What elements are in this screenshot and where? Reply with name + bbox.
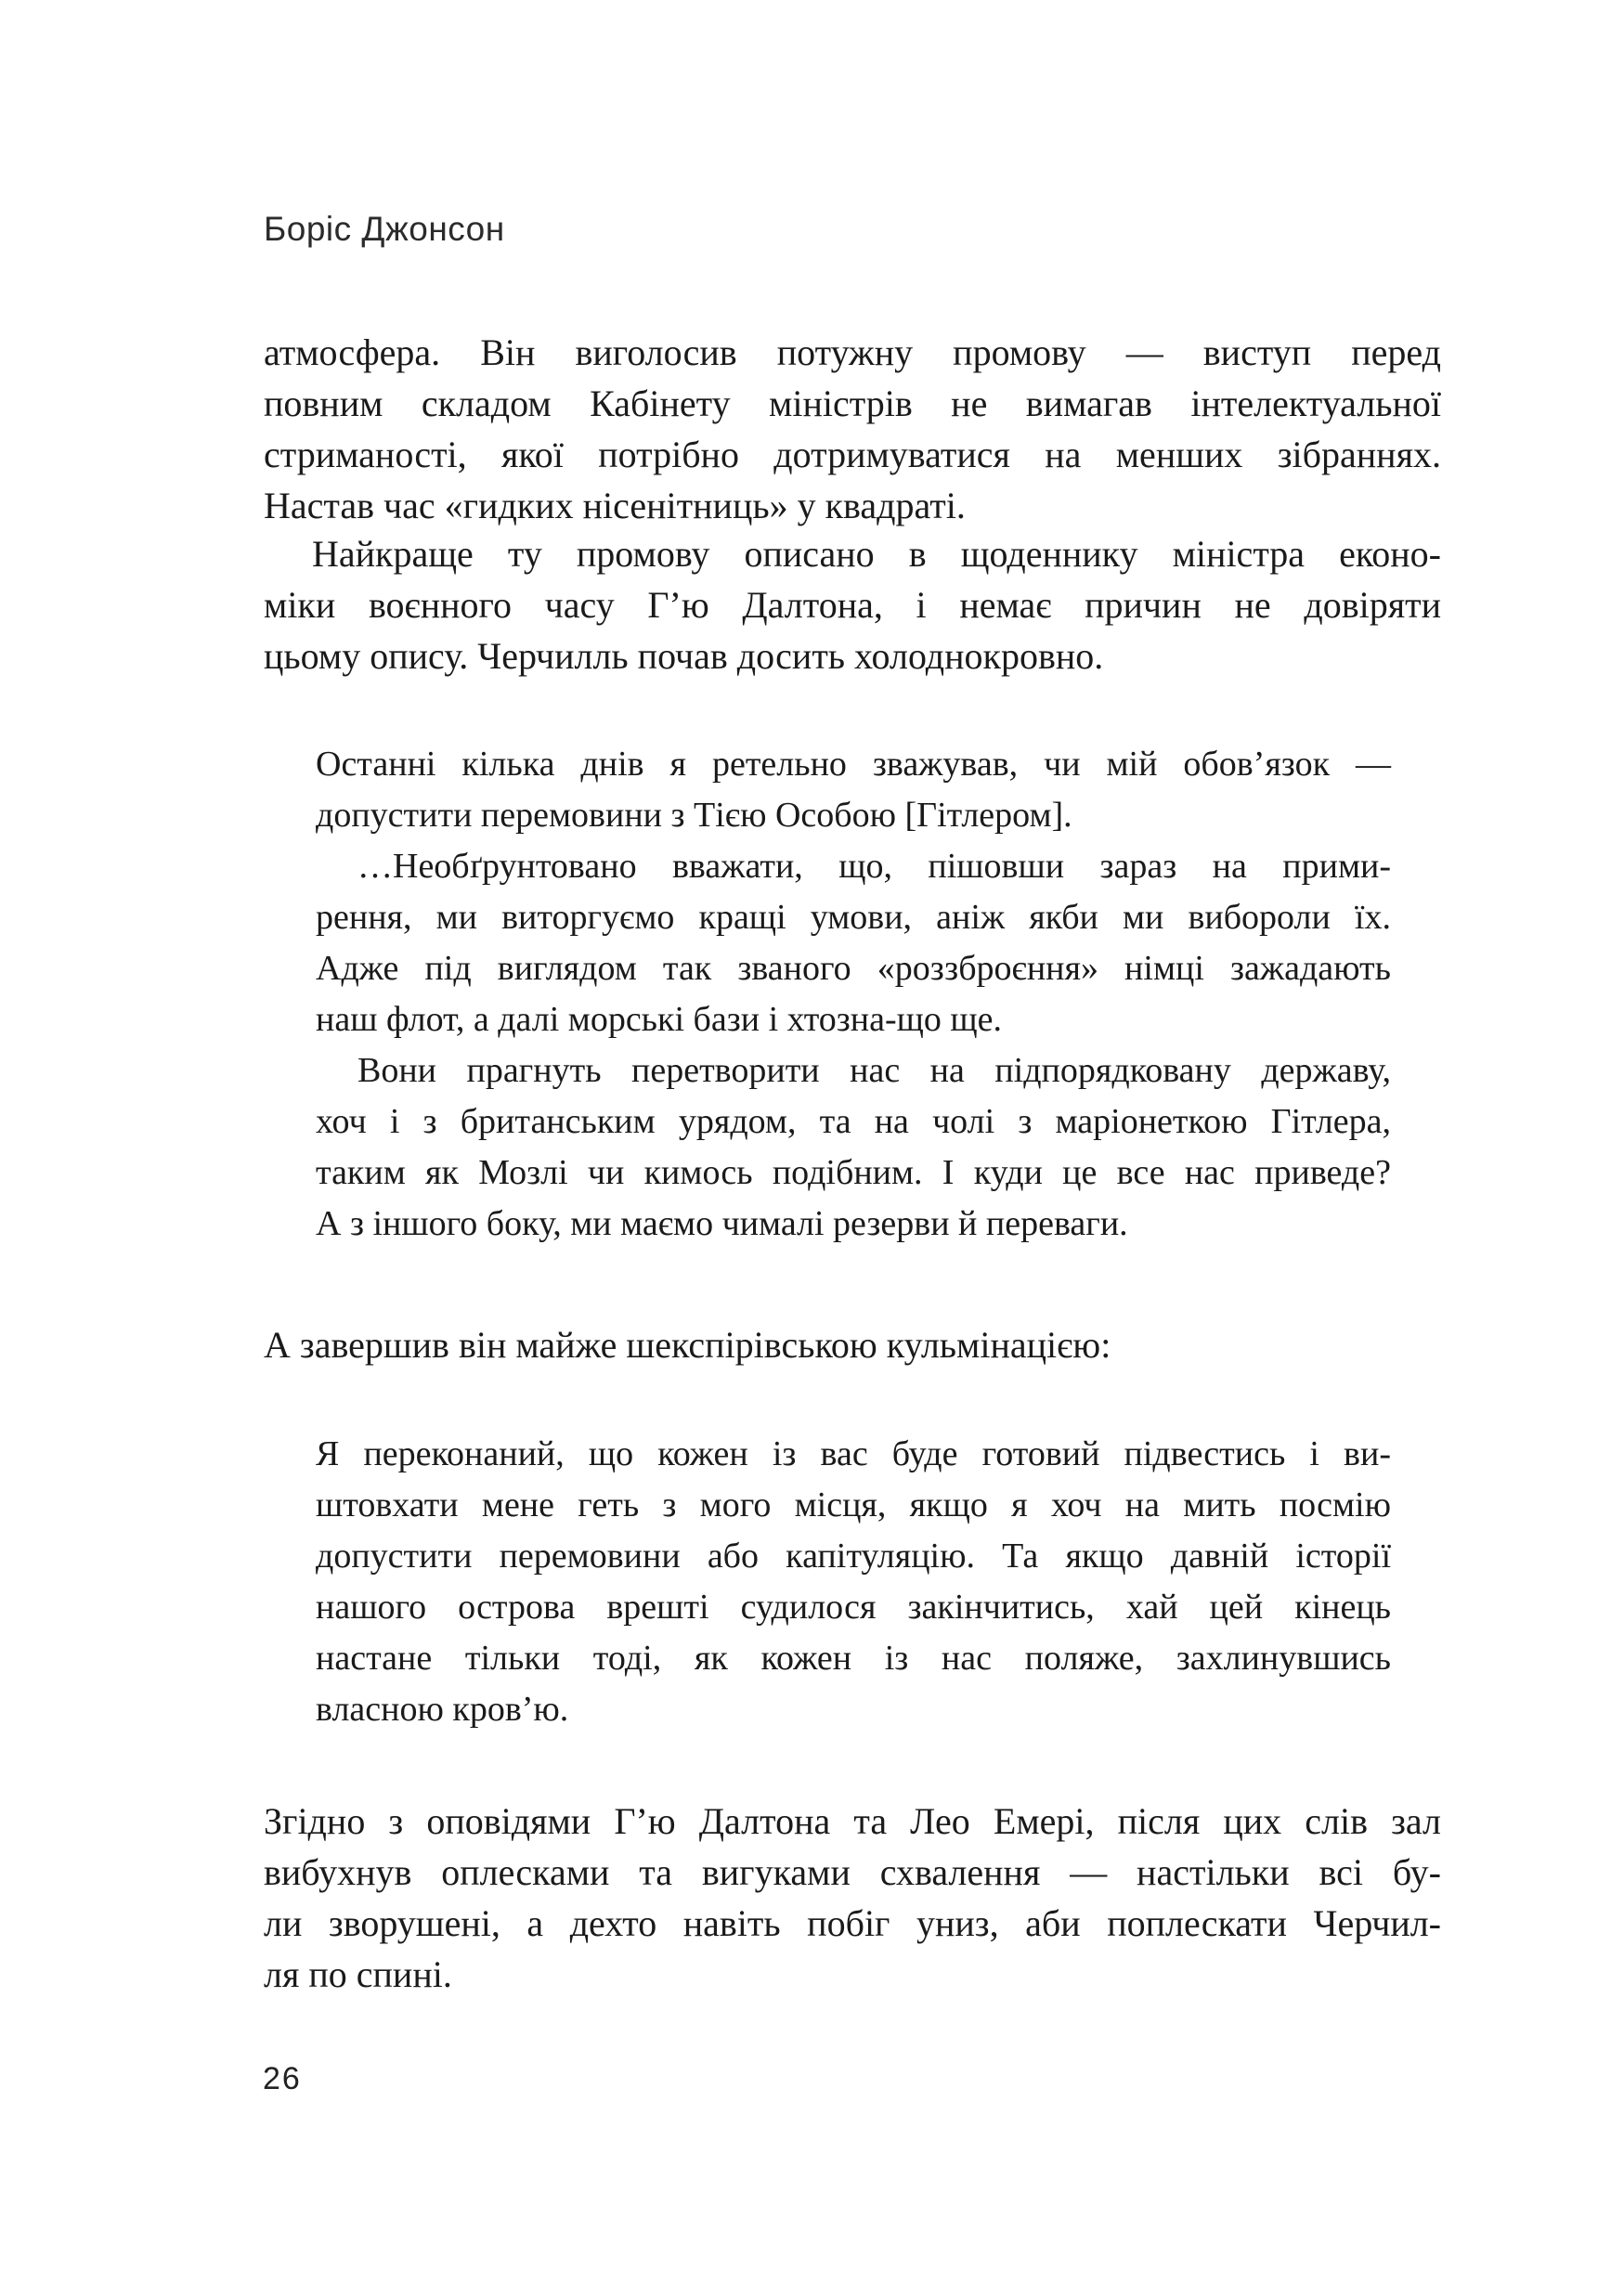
block-quote bbox=[316, 1429, 1391, 1735]
text-line: стриманості, якої потрібно дотримуватися на менших зібраннях. bbox=[264, 434, 1441, 475]
text-line: Останні кілька днів я ретельно зважував, чи мій обов’язок — bbox=[316, 745, 1391, 784]
text-line: ля по спині. bbox=[264, 1953, 452, 1995]
text-line: допустити перемовини з Тією Особою [Гітлером]. bbox=[316, 796, 1072, 835]
text-line: ли зворушені, а дехто навіть побіг униз, аби поплескати Черчил- bbox=[264, 1902, 1441, 1944]
text-line: …Необґрунтовано вважати, що, пішовши зараз на прими- bbox=[357, 847, 1391, 886]
paragraph bbox=[264, 528, 1441, 681]
text-line: власною кров’ю. bbox=[316, 1690, 569, 1729]
block-quote bbox=[316, 739, 1391, 1250]
text-line: допустити перемовини або капітуляцію. Та якщо давній історії bbox=[316, 1537, 1391, 1576]
text-line: нашого острова врешті судилося закінчитись, хай цей кінець bbox=[316, 1588, 1391, 1627]
text-line: Найкраще ту промову описано в щоденнику міністра еконо- bbox=[312, 533, 1441, 575]
page-number: 26 bbox=[263, 2061, 302, 2096]
text-line: повним складом Кабінету міністрів не вимагав інтелектуальної bbox=[264, 383, 1441, 424]
text-line: рення, ми виторгуємо кращі умови, аніж якби ми вибороли їх. bbox=[316, 898, 1391, 937]
text-line: Настав час «гидких нісенітниць» у квадраті. bbox=[264, 485, 966, 526]
text-line: настане тільки тоді, як кожен із нас поляже, захлинувшись bbox=[316, 1639, 1391, 1678]
text-line: хоч і з британським урядом, та на чолі з маріонеткою Гітлера, bbox=[316, 1102, 1391, 1141]
text-line: Я переконаний, що кожен із вас буде готовий підвестись і ви- bbox=[316, 1434, 1391, 1473]
text-line: вибухнув оплесками та вигуками схвалення — настільки всі бу- bbox=[264, 1851, 1441, 1893]
text-line: Вони прагнуть перетворити нас на підпорядковану державу, bbox=[357, 1051, 1391, 1090]
text-line: штовхати мене геть з мого місця, якщо я хоч на мить посмію bbox=[316, 1485, 1391, 1524]
paragraph bbox=[264, 1319, 1441, 1370]
paragraph bbox=[264, 1796, 1441, 2000]
text-line: атмосфера. Він виголосив потужну промову — виступ перед bbox=[264, 331, 1441, 373]
text-line: А з іншого боку, ми маємо чималі резерви й переваги. bbox=[316, 1204, 1128, 1243]
text-line: міки воєнного часу Г’ю Далтона, і немає причин не довіряти bbox=[264, 584, 1441, 626]
text-line: наш флот, а далі морські бази і хтозна-що ще. bbox=[316, 1000, 1003, 1039]
text-line: Згідно з оповідями Г’ю Далтона та Лео Емері, після цих слів зал bbox=[264, 1800, 1441, 1842]
text-line: таким як Мозлі чи кимось подібним. І куди це все нас приведе? bbox=[316, 1153, 1391, 1192]
text-line: цьому опису. Черчилль почав досить холоднокровно. bbox=[264, 635, 1104, 677]
text-line: А завершив він майже шекспірівською кульмінацією: bbox=[264, 1324, 1111, 1366]
text-line: Адже під виглядом так званого «роззброєння» німці зажадають bbox=[316, 949, 1391, 988]
paragraph bbox=[264, 327, 1441, 531]
running-head: Боріс Джонсон bbox=[264, 210, 505, 248]
